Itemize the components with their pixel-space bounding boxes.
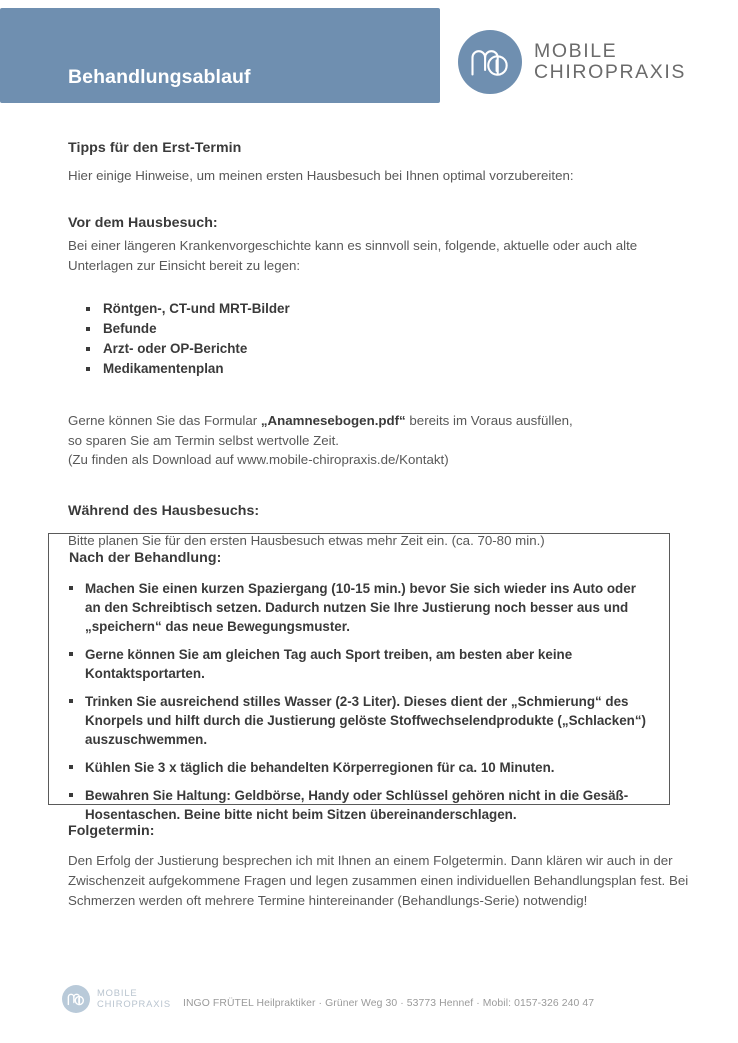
footer-contact-info: INGO FRÜTEL Heilpraktiker · Grüner Weg 30 · 53773 Hennef · Mobil: 0157-326 240 47 [182,997,595,1009]
form-note [68,411,678,469]
list-item: Kühlen Sie 3 x täglich die behandelten Körperregionen für ca. 10 Minuten. [69,758,647,777]
documents-list [68,299,678,379]
document-body [0,112,738,550]
during-visit-heading: Während des Hausbesuchs: [68,503,260,520]
section-intro [0,140,738,185]
mobile-chiropraxis-monogram-icon [458,30,522,94]
title-banner [0,8,440,103]
form-filename: „Anamnesebogen.pdf“ [260,413,406,429]
after-treatment-callout [48,533,670,823]
brand-lockup [458,30,686,94]
list-item: Machen Sie einen kurzen Spaziergang (10-15 min.) bevor Sie sich wieder ins Auto oder an den Schreibtisch setzen. Dadurch nutzen Sie Ihre Justierung noch besser aus und „speichern“ das neue Bewegungsmuster. [69,579,647,636]
brand-line-1: MOBILE [534,39,618,62]
list-item: Arzt- oder OP-Berichte [86,339,678,359]
followup-text: Den Erfolg der Justierung besprechen ich mit Ihnen an einem Folgetermin. Dann klären wir auch in der Zwischenzeit aufgekommene Fragen und legen zusammen einen individuellen Behandlungsplan fest. Bei Schmerzen werden oft mehrere Termine hintereinander (Behandlungs-Serie) notwendig! [68,853,689,908]
list-item: Befunde [86,319,678,339]
during-visit-text: Bitte planen Sie für den ersten Hausbesuch etwas mehr Zeit ein. (ca. 70-80 min.) [68,533,545,549]
section-before-visit [0,215,738,469]
form-note-line2: so sparen Sie am Termin selbst wertvolle Zeit. [68,432,339,448]
form-note-suffix: bereits im Voraus ausfüllen, [405,413,573,429]
form-note-line3: (Zu finden als Download auf www.mobile-chiropraxis.de/Kontakt) [68,451,449,467]
after-treatment-list [69,579,647,824]
footer-brand-wordmark [97,988,171,1009]
followup-heading: Folgetermin: [68,823,155,839]
before-visit-heading: Vor dem Hausbesuch: [68,215,218,232]
page-footer [0,985,738,1013]
list-item: Gerne können Sie am gleichen Tag auch Sport treiben, am besten aber keine Kontaktsportarten. [69,645,647,683]
list-item: Medikamentenplan [86,359,678,379]
after-treatment-heading: Nach der Behandlung: [69,550,222,566]
page-title: Behandlungsablauf [68,66,251,88]
intro-heading: Tipps für den Erst-Termin [68,140,242,156]
before-visit-text: Bei einer längeren Krankenvorgeschichte kann es sinnvoll sein, folgende, aktuelle oder auch alte Unterlagen zur Einsicht bereit zu legen: [68,238,638,273]
list-item: Röntgen-, CT-und MRT-Bilder [86,299,678,319]
list-item: Trinken Sie ausreichend stilles Wasser (2-3 Liter). Dieses dient der „Schmierung“ des Knorpels und hilft durch die Justierung gelöste Stoffwechselendprodukte („Schlacken“) auszuschwemmen. [69,692,647,749]
form-note-prefix: Gerne können Sie das Formular [68,413,261,429]
intro-text: Hier einige Hinweise, um meinen ersten Hausbesuch bei Ihnen optimal vorzubereiten: [68,168,574,183]
footer-brand-line-2: CHIROPRAXIS [97,998,171,1009]
list-item: Bewahren Sie Haltung: Geldbörse, Handy oder Schlüssel gehören nicht in die Gesäß-Hosentaschen. Beine bitte nicht beim Sitzen übereinanderschlagen. [69,786,647,824]
brand-line-2: CHIROPRAXIS [534,61,686,83]
page-header [0,0,738,112]
footer-brand-line-1: MOBILE [97,987,138,999]
mobile-chiropraxis-monogram-icon [62,985,90,1013]
brand-wordmark [534,41,686,83]
section-followup [0,823,738,911]
